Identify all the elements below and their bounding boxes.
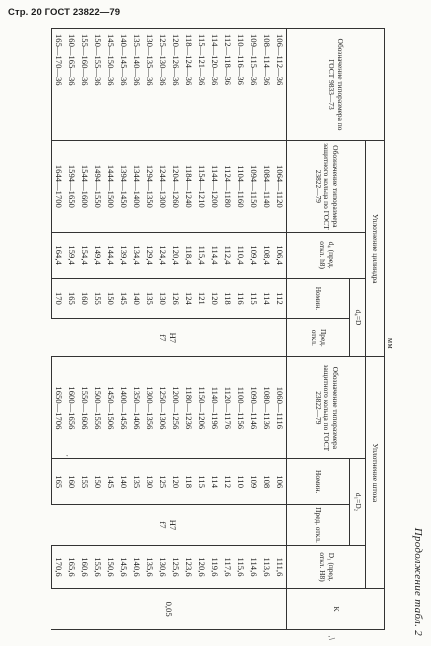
cell-nom2: 135	[130, 459, 143, 505]
page-header: Стр. 20 ГОСТ 23822—79	[8, 7, 121, 18]
units-label: мм	[386, 338, 395, 350]
cell-d1: 120,6	[195, 545, 208, 588]
cell-d1: 150,6	[104, 545, 117, 588]
cell-ring2: 1350—1406	[130, 357, 143, 459]
cell-ring1: 1444—1500	[104, 141, 117, 233]
cell-ring1: 1344—1400	[130, 141, 143, 233]
cell-nom1: 126	[169, 278, 182, 319]
cell-nom1: 150	[104, 278, 117, 319]
header-d4-equals-d: d₄=D	[350, 278, 366, 357]
cell-d4: 112,4	[221, 232, 234, 278]
cell-nom1: 145	[117, 278, 130, 319]
cell-ring2: 1080—1136	[260, 357, 273, 459]
cell-nom2: 120	[169, 459, 182, 505]
cell-ring2: 1140—1196	[208, 357, 221, 459]
cell-ring2: 1500—1556	[91, 357, 104, 459]
cell-d1: 125,6	[169, 545, 182, 588]
header-d1: D₁ (пред. откл. H8)	[287, 545, 366, 588]
edge-mark: '	[60, 455, 69, 457]
cell-size: 106—112—36	[273, 29, 287, 141]
cell-d1: 145,6	[117, 545, 130, 588]
cell-ring2: 1550—1606	[78, 357, 91, 459]
cell-nom2: 165	[52, 459, 66, 505]
header-ring-designation-cylinder: Обозначение типоразмера защитного кольца по ГОСТ 23822—79	[287, 141, 366, 233]
cell-ring1: 1064—1120	[273, 141, 287, 233]
cell-nom2: 155	[78, 459, 91, 505]
cell-d1: 115,6	[234, 545, 247, 588]
cell-size: 145—150—36	[104, 29, 117, 141]
cell-d4: 109,4	[247, 232, 260, 278]
cell-size: 109—115—36	[247, 29, 260, 141]
cell-ring2: 1100—1156	[234, 357, 247, 459]
cell-nom2: 114	[208, 459, 221, 505]
cell-d4: 106,4	[273, 232, 287, 278]
cell-tolerance-rod	[52, 505, 157, 546]
cell-nom1: 118	[221, 278, 234, 319]
cell-nom2: 145	[104, 459, 117, 505]
cell-tolerance-rod	[156, 505, 287, 546]
cell-d1: 114,6	[247, 545, 260, 588]
cell-nom1: 130	[156, 278, 169, 319]
cell-d4: 134,4	[130, 232, 143, 278]
cell-d4: 110,4	[234, 232, 247, 278]
cell-nom1: 155	[91, 278, 104, 319]
cell-nom2: 160	[65, 459, 78, 505]
table-row	[143, 29, 156, 630]
cell-ring2: 1600—1656	[65, 357, 78, 459]
cell-d4: 159,4	[65, 232, 78, 278]
cell-ring1: 1144—1200	[208, 141, 221, 233]
header-d4: d₄ (пред. откл. h8)	[287, 232, 366, 278]
cell-size: 135—140—36	[130, 29, 143, 141]
cell-size: 115—121—36	[195, 29, 208, 141]
tolerance-h7-rod: H7	[167, 519, 178, 531]
cell-size: 118—124—36	[182, 29, 195, 141]
cell-ring2: 1180—1236	[182, 357, 195, 459]
cell-nom2: 110	[234, 459, 247, 505]
cell-ring2: 1650—1706	[52, 357, 66, 459]
cell-tolerance-cylinder	[52, 319, 157, 357]
header-ring-designation-rod: Обозначение типоразмера защитного кольца по ГОСТ 23822—79	[287, 357, 366, 459]
cell-ring1: 1544—1600	[78, 141, 91, 233]
cell-size: 114—120—36	[208, 29, 221, 141]
cell-size: 140—145—36	[117, 29, 130, 141]
cell-ring2: 1120—1176	[221, 357, 234, 459]
tolerance-f7-rod: f7	[157, 521, 168, 529]
cell-tolerance-cylinder	[156, 319, 287, 357]
cell-nom2: 118	[182, 459, 195, 505]
cell-ring1: 1184—1240	[182, 141, 195, 233]
corner-mark: ,\	[327, 635, 336, 640]
header-tolerance-rod: Пред. откл.	[287, 505, 350, 546]
header-nominal-rod: Номин.	[287, 459, 350, 505]
cell-ring1: 1394—1450	[117, 141, 130, 233]
cell-d1: 170,6	[52, 545, 66, 588]
cell-d4: 108,4	[260, 232, 273, 278]
cell-nom1: 124	[182, 278, 195, 319]
cell-d1: 123,6	[182, 545, 195, 588]
cell-d1: 165,6	[65, 545, 78, 588]
cell-ring2: 1200—1256	[169, 357, 182, 459]
cell-size: 160—165—36	[65, 29, 78, 141]
cell-ring1: 1644—1700	[52, 141, 66, 233]
cell-d1: 130,6	[156, 545, 169, 588]
table-body	[52, 29, 287, 630]
cell-size: 125—130—36	[156, 29, 169, 141]
cell-ring1: 1124—1180	[221, 141, 234, 233]
cell-size: 150—155—36	[91, 29, 104, 141]
cell-nom1: 120	[208, 278, 221, 319]
cell-nom1: 170	[52, 278, 66, 319]
cell-d1: 135,6	[143, 545, 156, 588]
cell-ring2: 1060—1116	[273, 357, 287, 459]
cell-nom2: 140	[117, 459, 130, 505]
cell-nom1: 114	[260, 278, 273, 319]
cell-d4: 129,4	[143, 232, 156, 278]
cell-d4: 144,4	[104, 232, 117, 278]
cell-ring1: 1104—1160	[234, 141, 247, 233]
cell-ring2: 1450—1506	[104, 357, 117, 459]
header-d1-equals-d2: d₁=D₂	[350, 459, 366, 546]
cell-nom1: 121	[195, 278, 208, 319]
cell-ring1: 1084—1140	[260, 141, 273, 233]
cell-d4: 115,4	[195, 232, 208, 278]
cell-nom1: 116	[234, 278, 247, 319]
cell-d4: 164,4	[52, 232, 66, 278]
cell-ring1: 1294—1350	[143, 141, 156, 233]
cell-ring1: 1094—1150	[247, 141, 260, 233]
cell-nom1: 140	[130, 278, 143, 319]
cell-ring2: 1300—1356	[143, 357, 156, 459]
cell-size: 110—116—36	[234, 29, 247, 141]
cell-nom1: 135	[143, 278, 156, 319]
cell-size: 155—160—36	[78, 29, 91, 141]
cell-size: 112—118—36	[221, 29, 234, 141]
cell-size: 130—135—36	[143, 29, 156, 141]
continuation-caption: Продолжение табл. 2	[412, 527, 424, 636]
cell-d4: 149,4	[91, 232, 104, 278]
cell-k: 0,05	[52, 589, 287, 630]
cell-nom1: 115	[247, 278, 260, 319]
cell-ring1: 1494—1550	[91, 141, 104, 233]
header-tolerance-cylinder: Пред. откл.	[287, 319, 350, 357]
header-cylinder-seal: Уплотнение цилиндра	[366, 141, 385, 357]
cell-size: 120—126—36	[169, 29, 182, 141]
cell-ring1: 1154—1210	[195, 141, 208, 233]
cell-d1: 111,6	[273, 545, 287, 588]
header-rod-seal: Уплотнение штока	[366, 357, 385, 589]
header-size-designation: Обозначение типоразмера по ГОСТ 9833—73	[287, 29, 385, 141]
cell-ring1: 1594—1650	[65, 141, 78, 233]
cell-d4: 118,4	[182, 232, 195, 278]
cell-d4: 120,4	[169, 232, 182, 278]
tolerance-f7-cylinder: f7	[157, 334, 168, 342]
cell-d1: 160,6	[78, 545, 91, 588]
dimensions-table	[51, 28, 385, 630]
cell-nom2: 150	[91, 459, 104, 505]
cell-nom1: 112	[273, 278, 287, 319]
cell-nom2: 130	[143, 459, 156, 505]
cell-nom2: 108	[260, 459, 273, 505]
cell-d1: 113,6	[260, 545, 273, 588]
cell-nom2: 125	[156, 459, 169, 505]
cell-ring1: 1244—1300	[156, 141, 169, 233]
cell-d1: 140,6	[130, 545, 143, 588]
cell-nom2: 106	[273, 459, 287, 505]
cell-nom2: 112	[221, 459, 234, 505]
cell-nom2: 115	[195, 459, 208, 505]
cell-d4: 114,4	[208, 232, 221, 278]
cell-ring2: 1150—1206	[195, 357, 208, 459]
cell-nom1: 160	[78, 278, 91, 319]
header-nominal-cylinder: Номин.	[287, 278, 350, 319]
cell-d1: 119,6	[208, 545, 221, 588]
cell-d1: 155,6	[91, 545, 104, 588]
cell-ring1: 1204—1260	[169, 141, 182, 233]
cell-ring2: 1090—1146	[247, 357, 260, 459]
cell-nom2: 109	[247, 459, 260, 505]
cell-d4: 154,4	[78, 232, 91, 278]
cell-size: 165—170—36	[52, 29, 66, 141]
cell-size: 108—114—36	[260, 29, 273, 141]
cell-ring2: 1250—1306	[156, 357, 169, 459]
header-k: K	[287, 589, 385, 630]
cell-d1: 117,6	[221, 545, 234, 588]
tolerance-h7-cylinder: H7	[167, 332, 178, 344]
cell-ring2: 1400—1456	[117, 357, 130, 459]
table-row	[273, 29, 287, 630]
cell-d4: 139,4	[117, 232, 130, 278]
cell-d4: 124,4	[156, 232, 169, 278]
cell-nom1: 165	[65, 278, 78, 319]
